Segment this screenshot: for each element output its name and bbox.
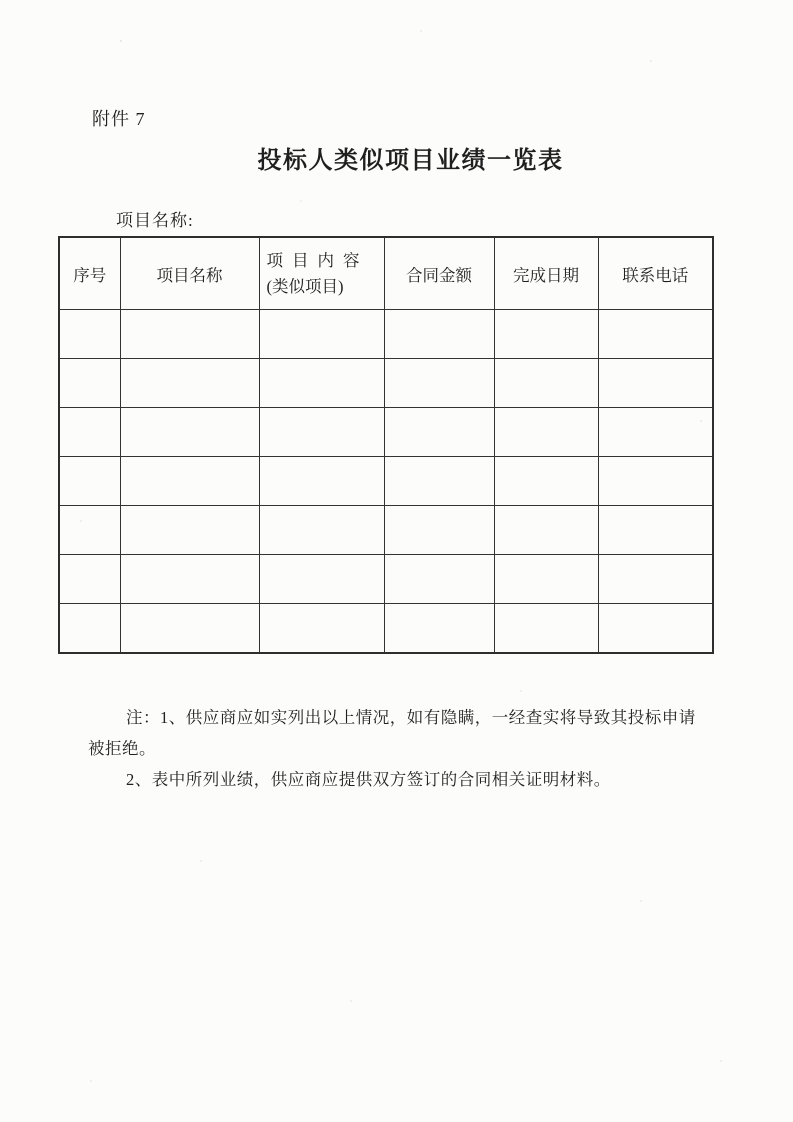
table-empty-cell <box>598 310 713 359</box>
table-empty-cell <box>59 457 120 506</box>
table-empty-row <box>59 310 713 359</box>
table-empty-cell <box>384 457 494 506</box>
table-empty-cell <box>259 408 384 457</box>
table-empty-row <box>59 457 713 506</box>
header-cell-project-name: 项目名称 <box>120 237 259 310</box>
table-empty-cell <box>120 359 259 408</box>
table-empty-cell <box>59 506 120 555</box>
table-empty-row <box>59 359 713 408</box>
attachment-label: 附件 7 <box>92 109 146 129</box>
table-empty-cell <box>494 310 598 359</box>
header-cell-contact-phone: 联系电话 <box>598 237 713 310</box>
table-empty-cell <box>59 555 120 604</box>
table-empty-cell <box>120 555 259 604</box>
table-empty-cell <box>598 555 713 604</box>
form-label-project-name: 项目名称: <box>116 211 194 230</box>
table-empty-cell <box>598 359 713 408</box>
table-empty-cell <box>494 604 598 654</box>
table-empty-cell <box>494 555 598 604</box>
table-empty-cell <box>259 359 384 408</box>
table-empty-cell <box>120 408 259 457</box>
table-empty-cell <box>384 408 494 457</box>
header-cell-project-content <box>259 237 384 310</box>
header-cell-completion-date: 完成日期 <box>494 237 598 310</box>
table-empty-row <box>59 604 713 654</box>
table-empty-cell <box>120 457 259 506</box>
note-line-1: 注：1、供应商应如实列出以上情况，如有隐瞒，一经查实将导致其投标申请 <box>126 708 696 727</box>
table-empty-cell <box>259 457 384 506</box>
table-empty-cell <box>120 310 259 359</box>
table-empty-cell <box>384 506 494 555</box>
header-cell-contract-amount: 合同金额 <box>384 237 494 310</box>
table-empty-cell <box>120 506 259 555</box>
note-line-2: 被拒绝。 <box>88 739 156 758</box>
table-empty-cell <box>494 506 598 555</box>
performance-table <box>58 236 714 654</box>
page-title: 投标人类似项目业绩一览表 <box>257 148 564 174</box>
table-empty-cell <box>120 604 259 654</box>
table-empty-cell <box>59 310 120 359</box>
table-empty-cell <box>259 506 384 555</box>
table-empty-row <box>59 408 713 457</box>
table-empty-cell <box>59 408 120 457</box>
scan-noise <box>0 0 2 2</box>
table-empty-row <box>59 506 713 555</box>
header-project-content-line1: 项目内容 <box>266 250 369 270</box>
header-project-content-line2: (类似项目) <box>266 276 344 296</box>
header-cell-serial-no: 序号 <box>59 237 120 310</box>
table-empty-cell <box>494 359 598 408</box>
table-empty-cell <box>494 408 598 457</box>
table-empty-cell <box>598 604 713 654</box>
table-empty-cell <box>384 555 494 604</box>
table-empty-cell <box>384 604 494 654</box>
table-empty-cell <box>59 359 120 408</box>
table-empty-cell <box>384 310 494 359</box>
table-empty-cell <box>259 310 384 359</box>
table-empty-cell <box>259 604 384 654</box>
table-empty-cell <box>598 457 713 506</box>
table-empty-cell <box>259 555 384 604</box>
notes <box>88 702 728 795</box>
note-line-3: 2、表中所列业绩，供应商应提供双方签订的合同相关证明材料。 <box>126 770 611 789</box>
table-empty-cell <box>598 408 713 457</box>
table-header-row <box>59 237 713 310</box>
table-empty-cell <box>598 506 713 555</box>
table-empty-cell <box>384 359 494 408</box>
table-empty-row <box>59 555 713 604</box>
table-empty-cell <box>59 604 120 654</box>
table-empty-cell <box>494 457 598 506</box>
